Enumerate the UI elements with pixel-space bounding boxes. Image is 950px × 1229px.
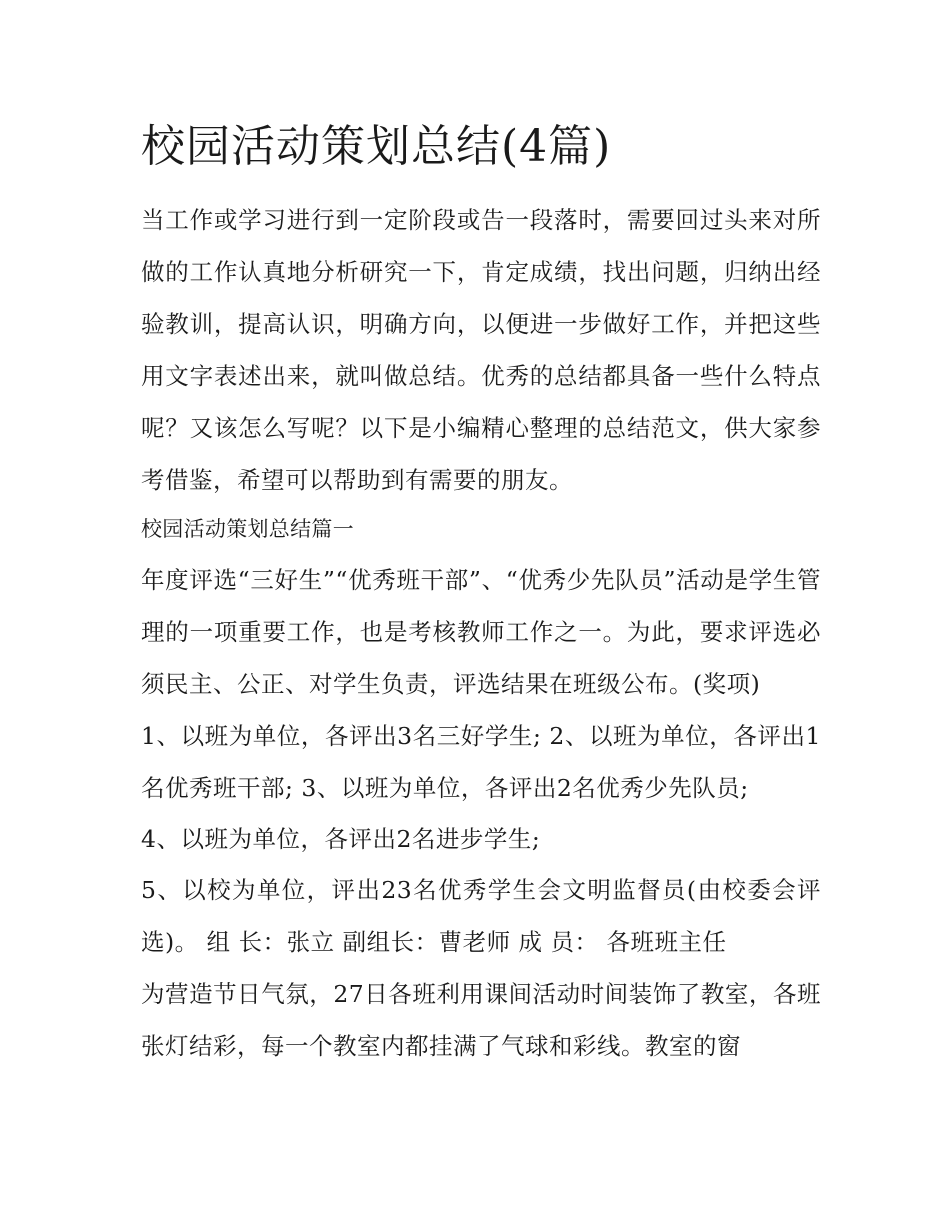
paragraph-list-5: 5、以校为单位，评出23名优秀学生会文明监督员(由校委会评选)。 组 长：张立 副组长：曹老师 成 员： 各班班主任 [141,876,821,956]
paragraph-awards: 年度评选“三好生”“优秀班干部”、“优秀少先队员”活动是学生管理的一项重要工作，也是考核教师工作之一。为此，要求评选必须民主、公正、对学生负责，评选结果在班级公布。(奖项) [141,566,821,698]
paragraph-decoration: 为营造节日气氛，27日各班利用课间活动时间装饰了教室，各班张灯结彩，每一个教室内都挂满了气球和彩线。教室的窗 [141,980,821,1060]
section-heading: 校园活动策划总结篇一 [141,517,354,541]
paragraph-list-1-3: 1、以班为单位，各评出3名三好学生; 2、以班为单位，各评出1名优秀班干部; 3、以班为单位，各评出2名优秀少先队员; [141,722,821,802]
document-title: 校园活动策划总结(4篇) [141,121,612,172]
paragraph-list-4: 4、以班为单位，各评出2名进步学生; [141,825,541,853]
intro-paragraph: 当工作或学习进行到一定阶段或告一段落时，需要回过头来对所做的工作认真地分析研究一下，肯定成绩，找出问题，归纳出经验教训，提高认识，明确方向，以便进一步做好工作，并把这些用文字表述出来，就叫做总结。优秀的总结都具备一些什么特点呢？又该怎么写呢？以下是小编精心整理的总结范文，供大家参考借鉴，希望可以帮助到有需要的朋友。 [141,206,821,494]
document-body [141,116,821,1072]
